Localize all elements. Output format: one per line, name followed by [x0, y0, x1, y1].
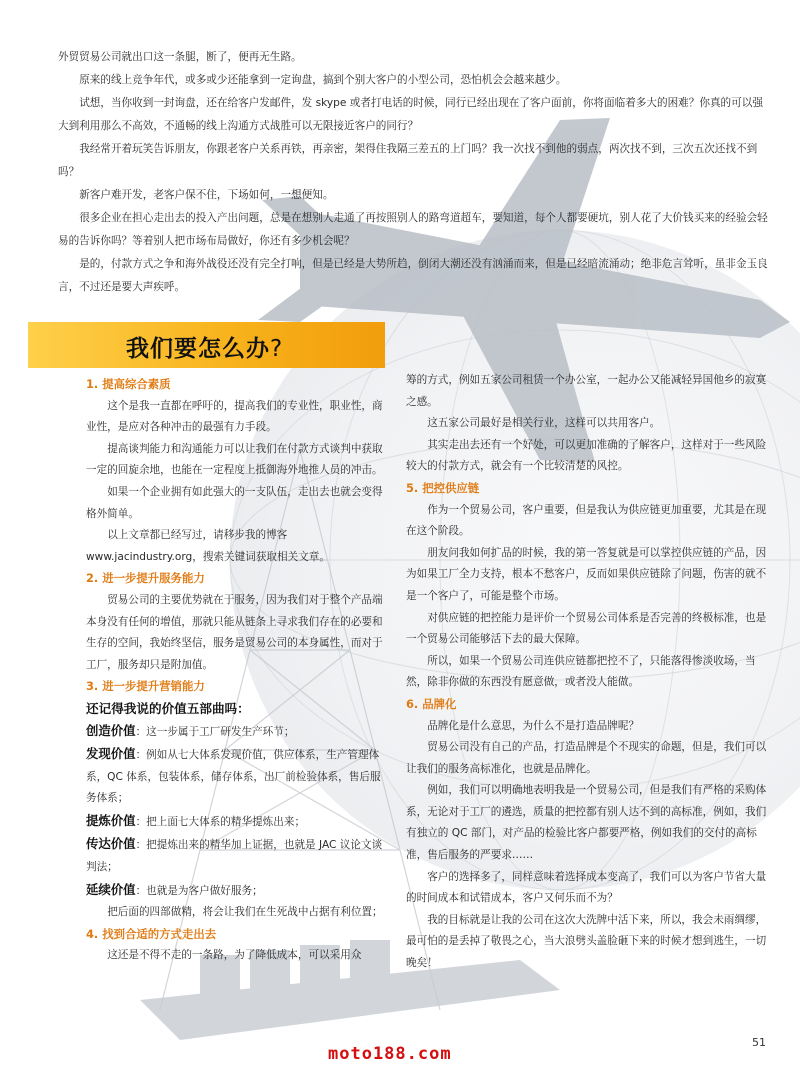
- value-item: [86, 879, 384, 903]
- paragraph: 其实走出去还有一个好处，可以更加准确的了解客户，这样对于一些风险较大的付款方式，就会有一个比较清楚的风控。: [406, 438, 767, 473]
- value-desc: ：也就是为客户做好服务；: [135, 884, 263, 897]
- paragraph: 品牌化是什么意思，为什么不是打造品牌呢？: [427, 719, 640, 732]
- heading-2: 2. 进一步提升服务能力: [86, 571, 205, 586]
- intro-paragraph: 我经常开着玩笑告诉朋友，你跟老客户关系再铁，再亲密，架得住我隔三差五的上门吗？我一次找不到他的弱点，两次找不到，三次五次还找不到吗？: [58, 143, 758, 178]
- value-name: 提炼价值: [86, 812, 136, 828]
- paragraph: 如果一个企业拥有如此强大的一支队伍，走出去也就会变得格外简单。: [86, 485, 383, 520]
- paragraph: 这还是不得不走的一条路，为了降低成本，可以采用众: [107, 949, 362, 962]
- section-title: [126, 330, 283, 363]
- paragraph: 例如，我们可以明确地表明我是一个贸易公司，但是我们有严格的采购体系，无论对于工厂的遴选，质量的把控都有别人达不到的高标准，例如，我们有独立的 QC 部门，对产品的检验比客户都要严格，例如我们的交付的高标准，售后服务的严要求……: [406, 784, 767, 862]
- paragraph: 把后面的四部做精，将会让我们在生死战中占据有利位置；: [107, 906, 383, 919]
- value-name: 发现价值: [86, 746, 136, 762]
- intro-paragraph: 新客户难开发，老客户保不住，下场如何，一想便知。: [79, 189, 334, 201]
- paragraph-continued: 筹的方式，例如五家公司租赁一个办公室，一起办公又能减轻异国他乡的寂寞之感。: [406, 374, 767, 408]
- intro-paragraph: 外贸贸易公司就出口这一条腿，断了，便再无生路。: [58, 51, 302, 63]
- paragraph: 对供应链的把控能力是评价一个贸易公司体系是否完善的终极标准，也是一个贸易公司能够活下去的最大保障。: [406, 611, 767, 646]
- intro-text: [58, 46, 770, 299]
- intro-paragraph: 原来的线上竞争年代，或多或少还能拿到一定询盘，搞到个别大客户的小型公司，恐怕机会会越来越少。: [79, 74, 567, 86]
- subheading: 还记得我说的价值五部曲吗：: [86, 700, 250, 716]
- value-item: [86, 833, 384, 878]
- heading-5: 5. 把控供应链: [406, 480, 480, 495]
- paragraph: 作为一个贸易公司，客户重要，但是我认为供应链更加重要，尤其是在现在这个阶段。: [406, 503, 767, 538]
- intro-paragraph: 是的，付款方式之争和海外战役还没有完全打响，但是已经是大势所趋，倒闭大潮还没有汹涌而来，但是已经暗流涌动；绝非危言耸听，虽非金玉良言，不过还是要大声疾呼。: [58, 258, 768, 293]
- left-column: [86, 374, 384, 967]
- paragraph: 贸易公司的主要优势就在于服务，因为我们对于整个产品端本身没有任何的增值，那就只能从链条上寻求我们存在的必要和生存的空间，我始终坚信，服务是贸易公司的本身属性，而对于工厂，服务却只是附加值。: [86, 593, 383, 671]
- value-item: [86, 720, 384, 744]
- section-title-text: 我们要怎么办: [126, 336, 270, 362]
- value-desc: ：这一步属于工厂研发生产环节；: [135, 725, 295, 738]
- paragraph: 这五家公司最好是相关行业，这样可以共用客户。: [427, 417, 661, 430]
- heading-4: 4. 找到合适的方式走出去: [86, 926, 217, 941]
- paragraph: 所以，如果一个贸易公司连供应链都把控不了，只能落得惨淡收场，当然，除非你做的东西没有愿意做，或者没人能做。: [406, 654, 756, 689]
- heading-6: 6. 品牌化: [406, 696, 457, 711]
- value-desc: ：把上面七大体系的精华提炼出来；: [135, 815, 306, 828]
- value-name: 延续价值: [86, 881, 136, 897]
- heading-3: 3. 进一步提升营销能力: [86, 679, 205, 694]
- value-desc: ：把提炼出来的精华加上证据，也就是 JAC 议论文谈判法；: [86, 839, 383, 874]
- watermark: moto188.com: [328, 1044, 452, 1064]
- value-name: 传达价值: [86, 836, 136, 852]
- section-banner: [28, 322, 385, 368]
- question-mark: ?: [270, 336, 284, 362]
- paragraph: 客户的选择多了，同样意味着选择成本变高了，我们可以为客户节省大量的时间成本和试错成本，客户又何乐而不为？: [406, 870, 767, 905]
- paragraph: 我的目标就是让我的公司在这次大洗牌中活下来，所以，我会未雨绸缪，最可怕的是丢掉了敬畏之心，当大浪劈头盖脸砸下来的时候才想到逃生，一切晚矣！: [406, 913, 767, 970]
- paragraph: 朋友问我如何扩品的时候，我的第一答复就是可以掌控供应链的产品，因为如果工厂全力支持，根本不愁客户，反而如果供应链除了问题，伤害的就不是一个客户了，可能是整个市场。: [406, 546, 767, 602]
- right-column: [406, 370, 772, 975]
- paragraph: 以上文章都已经写过，请移步我的博客 www.jacindustry.org，搜索关键词获取相关文章。: [86, 529, 330, 563]
- intro-paragraph: 很多企业在担心走出去的投入产出问题，总是在想别人走通了再按照别人的路弯道超车，要知道，每个人都要硬坑，别人花了大价钱买来的经验会轻易的告诉你吗？等着别人把市场布局做好，你还有多少机会呢？: [58, 212, 768, 247]
- paragraph: 提高谈判能力和沟通能力可以让我们在付款方式谈判中获取一定的回旋余地，也能在一定程度上抵御海外地推人员的冲击。: [86, 442, 383, 477]
- value-desc: ：例如从七大体系发现价值，供应体系，生产管理体系，QC 体系，包装体系，储存体系，出厂前检验体系，售后服务体系；: [86, 749, 381, 805]
- value-item: [86, 743, 384, 810]
- value-name: 创造价值: [86, 722, 136, 738]
- intro-paragraph: 试想，当你收到一封询盘，还在给客户发邮件，发 skype 或者打电话的时候，同行已经出现在了客户面前，你将面临着多大的困难？你真的可以强大到利用那么不高效，不通畅的线上沟通方式战胜可以无限接近客户的同行？: [58, 97, 763, 132]
- paragraph: 贸易公司没有自己的产品，打造品牌是个不现实的命题，但是，我们可以让我们的服务高标准化，也就是品牌化。: [406, 741, 767, 775]
- page-number: 51: [752, 1036, 766, 1049]
- heading-1: 1. 提高综合素质: [86, 377, 171, 391]
- value-item: [86, 810, 384, 834]
- paragraph: 这个是我一直都在呼吁的，提高我们的专业性，职业性，商业性，是应对各种冲击的最强有力手段。: [86, 399, 383, 434]
